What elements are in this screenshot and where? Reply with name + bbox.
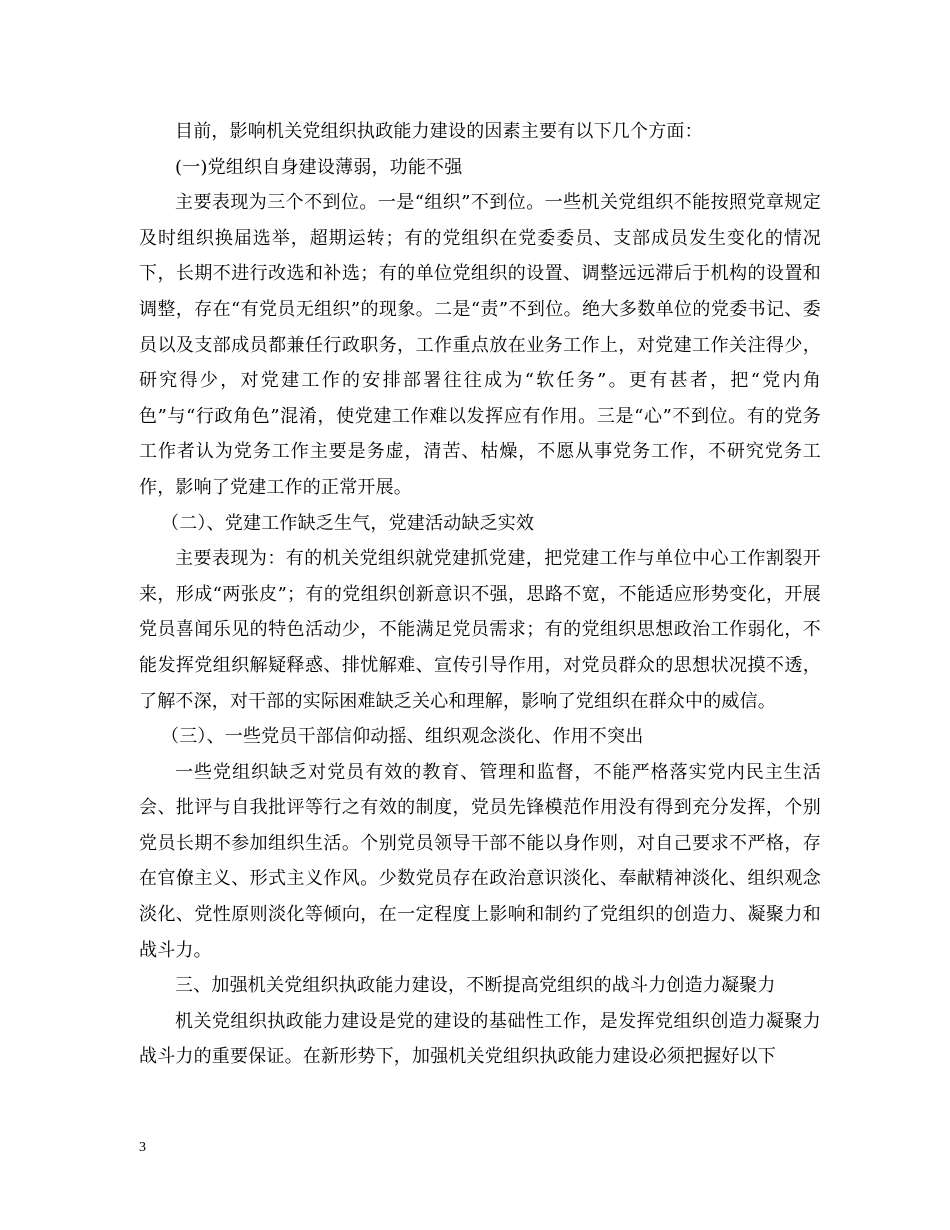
body-paragraph-2: 主要表现为：有的机关党组织就党建抓党建，把党建工作与单位中心工作割裂开来，形成“两张皮”；有的党组织创新意识不强，思路不宽，不能适应形势变化，开展党员喜闻乐见的特色活动少，不能满足党员需求；有的党组织思想政治工作弱化，不能发挥党组织解疑释惑、排忧解难、宣传引导作用，对党员群众的思想状况摸不透，了解不深，对干部的实际困难缺乏关心和理解，影响了党组织在群众中的威信。: [139, 548, 821, 712]
body-paragraph-3: 一些党组织缺乏对党员有效的教育、管理和监督，不能严格落实党内民主生活会、批评与自我批评等行之有效的制度，党员先锋模范作用没有得到充分发挥，个别党员长期不参加组织生活。个别党员领导干部不能以身作则，对自己要求不严格，存在官僚主义、形式主义作风。少数党员存在政治意识淡化、奉献精神淡化、组织观念淡化、党性原则淡化等倾向，在一定程度上影响和制约了党组织的创造力、凝聚力和战斗力。: [139, 761, 821, 961]
page-number: 3: [139, 1140, 146, 1155]
body-paragraph-1: 主要表现为三个不到位。一是“组织”不到位。一些机关党组织不能按照党章规定及时组织换届选举，超期运转；有的党组织在党委委员、支部成员发生变化的情况下，长期不进行改选和补选；有的单位党组织的设置、调整远远滞后于机构的设置和调整，存在“有党员无组织”的现象。二是“责”不到位。绝大多数单位的党委书记、委员以及支部成员都兼任行政职务，工作重点放在业务工作上，对党建工作关注得少，研究得少，对党建工作的安排部署往往成为“软任务”。更有甚者，把“党内角色”与“行政角色”混淆，使党建工作难以发挥应有作用。三是“心”不到位。有的党务工作者认为党务工作主要是务虚，清苦、枯燥，不愿从事党务工作，不研究党务工作，影响了党建工作的正常开展。: [139, 192, 821, 498]
document-body: [139, 114, 821, 1075]
intro-paragraph: 目前，影响机关党组织执政能力建设的因素主要有以下几个方面：: [175, 121, 703, 142]
section-heading-3: （三）、一些党员干部信仰动摇、组织观念淡化、作用不突出: [161, 726, 644, 748]
section-heading-1: (一)党组织自身建设薄弱，功能不强: [175, 156, 463, 178]
section-heading-2: （二）、党建工作缺乏生气，党建活动缺乏实效: [161, 512, 535, 534]
section-heading-4: 三、加强机关党组织执政能力建设，不断提高党组织的战斗力创造力凝聚力: [175, 975, 776, 997]
body-paragraph-4: 机关党组织执政能力建设是党的建设的基础性工作，是发挥党组织创造力凝聚力战斗力的重要保证。在新形势下，加强机关党组织执政能力建设必须把握好以下: [139, 1010, 821, 1068]
